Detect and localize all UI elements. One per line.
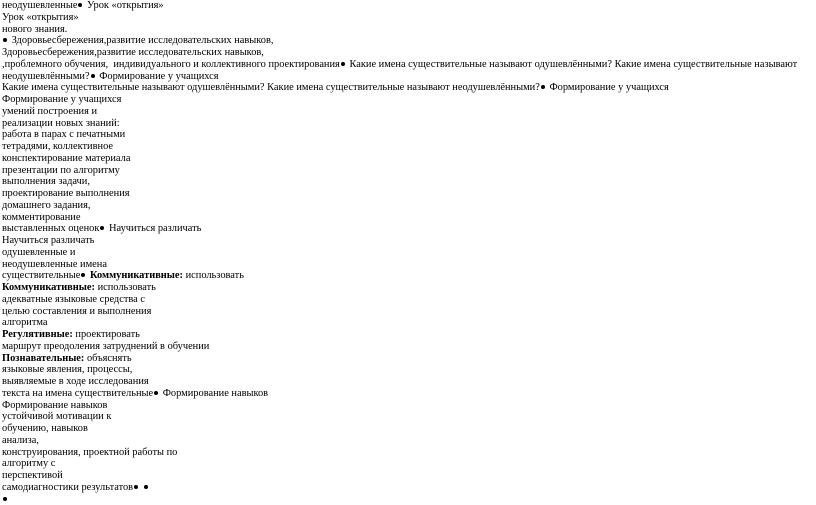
- text-span: Научиться различать: [106, 223, 202, 235]
- text-span: Какие имена существительные называют одушевлёнными? Какие имена существительные называют: [346, 58, 798, 70]
- text-line: [2, 435, 814, 447]
- document-text: [2, 0, 814, 505]
- text-span: Урок «открытия»: [84, 0, 164, 11]
- text-span: конспектирование материала: [2, 152, 131, 164]
- text-line: [2, 212, 814, 224]
- text-span: Здоровьесбережения,развитие исследовательских навыков,: [2, 47, 264, 58]
- text-span: Какие имена существительные называют одушевлёнными? Какие имена существительные называют неодушевлёнными?: [2, 82, 540, 94]
- text-span: самодиагностики результатов: [2, 481, 134, 493]
- text-line: [2, 118, 814, 130]
- text-line: [2, 306, 814, 318]
- text-line: [2, 317, 814, 329]
- text-line: [2, 176, 814, 188]
- text-line: [2, 341, 814, 353]
- text-line: [2, 353, 814, 365]
- text-line: [2, 200, 814, 212]
- text-line: [2, 482, 814, 494]
- text-line: [2, 0, 814, 12]
- text-line: [2, 364, 814, 376]
- text-span: Формирование навыков: [160, 387, 269, 399]
- text-line: [2, 247, 814, 259]
- bullet-icon: [3, 38, 7, 42]
- text-span: работа в парах с печатными: [2, 129, 126, 141]
- text-span: существительные: [2, 270, 81, 282]
- text-span: Здоровьесбережения,развитие исследовательских навыков,: [9, 35, 274, 47]
- text-line: [2, 82, 814, 94]
- text-line: [2, 12, 814, 24]
- text-line: [2, 141, 814, 153]
- text-span: языковые явления, процессы,: [2, 364, 133, 376]
- text-span: комментирование: [2, 211, 81, 223]
- text-span: неодушевленные: [2, 0, 78, 11]
- text-line: [2, 59, 814, 71]
- text-span: использовать: [182, 270, 244, 282]
- bullet-icon: [341, 62, 345, 66]
- text-span: тетрадями, коллективное: [2, 141, 113, 152]
- text-line: [2, 94, 814, 106]
- text-line: [2, 188, 814, 200]
- text-span: конструирования, проектной работы по: [2, 446, 178, 458]
- text-line: [2, 458, 814, 470]
- text-line: [2, 270, 814, 282]
- text-line: [2, 35, 814, 47]
- text-span: умений построения и: [2, 105, 98, 117]
- text-span: использовать: [94, 282, 156, 293]
- text-span: Формирование навыков: [2, 399, 108, 411]
- text-line: [2, 129, 814, 141]
- text-line: [2, 447, 814, 459]
- text-line: [2, 71, 814, 83]
- text-span: алгоритма: [2, 317, 48, 329]
- text-line: [2, 411, 814, 423]
- text-span: устойчивой мотивации к: [2, 411, 112, 423]
- text-span: Научиться различать: [2, 235, 95, 246]
- text-line: [2, 494, 814, 505]
- text-span: ,проблемного обучения, индивидуального и коллективного проектирования: [2, 58, 340, 70]
- bullet-icon: [154, 391, 158, 395]
- text-line: [2, 470, 814, 482]
- text-line: [2, 106, 814, 118]
- text-span: адекватные языковые средства с: [2, 293, 145, 305]
- text-span: анализа,: [2, 434, 39, 446]
- text-line: [2, 165, 814, 177]
- text-span: маршрут преодоления затруднений в обучении: [2, 340, 210, 352]
- bold-label: Регулятивные:: [2, 329, 73, 340]
- text-line: [2, 388, 814, 400]
- text-span: выставленных оценок: [2, 223, 100, 235]
- text-span: выявляемые в ходе исследования: [2, 376, 149, 387]
- text-span: неодушевленные имена: [2, 258, 107, 270]
- text-line: [2, 329, 814, 341]
- text-span: проектировать: [72, 329, 140, 340]
- text-span: алгоритму с: [2, 458, 56, 470]
- text-span: текста на имена существительные: [2, 387, 154, 399]
- bold-label: Познавательные:: [2, 352, 85, 364]
- text-line: [2, 376, 814, 388]
- text-line: [2, 47, 814, 59]
- text-span: презентации по алгоритму: [2, 164, 120, 176]
- text-line: [2, 153, 814, 165]
- bullet-icon: [81, 273, 85, 277]
- bullet-icon: [3, 497, 7, 501]
- text-span: Урок «открытия»: [2, 11, 79, 23]
- bullet-icon: [91, 74, 95, 78]
- text-span: проектирование выполнения: [2, 188, 130, 199]
- text-span: реализации новых знаний:: [2, 117, 120, 129]
- text-span: объяснять: [84, 352, 132, 364]
- text-span: Формирование у учащихся: [96, 70, 219, 82]
- text-span: Формирование у учащихся: [546, 82, 669, 94]
- text-line: [2, 235, 814, 247]
- bold-label: Коммуникативные:: [2, 282, 95, 293]
- bullet-icon: [541, 85, 545, 89]
- text-line: [2, 24, 814, 36]
- text-line: [2, 400, 814, 412]
- text-span: домашнего задания,: [2, 199, 91, 211]
- bullet-icon: [100, 226, 104, 230]
- text-span: целью составления и выполнения: [2, 305, 152, 317]
- bullet-icon: [134, 485, 138, 489]
- text-line: [2, 423, 814, 435]
- bullet-icon: [78, 3, 82, 7]
- text-line: [2, 282, 814, 294]
- bullet-icon: [144, 485, 148, 489]
- text-line: [2, 223, 814, 235]
- text-span: Формирование у учащихся: [2, 94, 122, 105]
- text-span: неодушевлёнными?: [2, 70, 90, 82]
- text-span: одушевленные и: [2, 246, 76, 258]
- text-line: [2, 259, 814, 271]
- text-line: [2, 294, 814, 306]
- text-span: обучению, навыков: [2, 423, 88, 434]
- text-span: [140, 482, 143, 493]
- text-span: выполнения задачи,: [2, 176, 90, 188]
- text-span: нового знания.: [2, 23, 68, 35]
- text-span: перспективой: [2, 470, 63, 481]
- bold-label: Коммуникативные:: [90, 270, 183, 282]
